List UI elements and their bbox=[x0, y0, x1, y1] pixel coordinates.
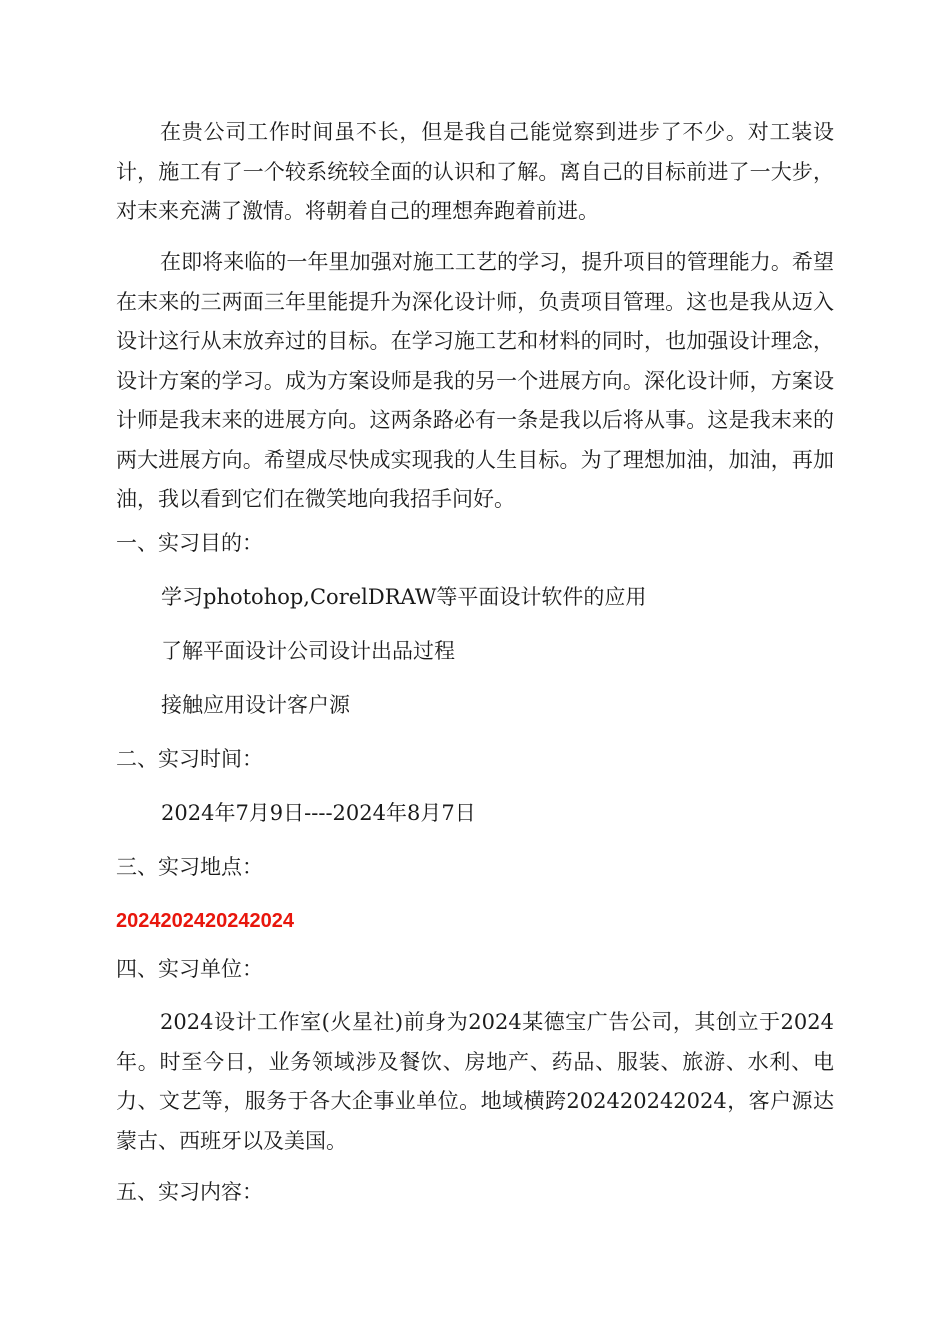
purpose-item-clients: 接触应用设计客户源 bbox=[161, 693, 350, 717]
section-heading-location: 三、实习地点： bbox=[116, 855, 263, 879]
internship-dates: 2024年7月9日----2024年8月7日 bbox=[161, 801, 476, 825]
purpose-item-software: 学习photohop,CorelDRAW等平面设计软件的应用 bbox=[161, 585, 647, 609]
section-heading-company: 四、实习单位： bbox=[116, 957, 263, 981]
purpose-item-process: 了解平面设计公司设计出品过程 bbox=[161, 639, 455, 663]
paragraph-company: 2024设计工作室(火星社)前身为2024某德宝广告公司，其创立于2024年。时至今日，业务领域涉及餐饮、房地产、药品、服装、旅游、水利、电力、文艺等，服务于各大企事业单位。地域横跨202420242024，客户源达蒙古、西班牙以及美国。 bbox=[116, 1010, 834, 1153]
paragraph-future-plan: 在即将来临的一年里加强对施工工艺的学习，提升项目的管理能力。希望在末来的三两面三年里能提升为深化设计师，负责项目管理。这也是我从迈入设计这行从末放弃过的目标。在学习施工艺和材料的同时，也加强设计理念，设计方案的学习。成为方案设师是我的另一个进展方向。深化设计师，方案设计师是我末来的进展方向。这两条路必有一条是我以后将从事。这是我末来的两大进展方向。希望成尽快成实现我的人生目标。为了理想加油，加油，再加油，我以看到它们在微笑地向我招手问好。 bbox=[116, 250, 834, 511]
location-value: 2024202420242024 bbox=[116, 910, 294, 932]
section-heading-content: 五、实习内容： bbox=[116, 1180, 263, 1204]
paragraph-reflection: 在贵公司工作时间虽不长，但是我自己能觉察到进步了不少。对工装设计，施工有了一个较系统较全面的认识和了解。离自己的目标前进了一大步，对末来充满了激情。将朝着自己的理想奔跑着前进。 bbox=[116, 120, 834, 223]
section-heading-purpose: 一、实习目的： bbox=[116, 531, 263, 555]
section-heading-time: 二、实习时间： bbox=[116, 747, 263, 771]
